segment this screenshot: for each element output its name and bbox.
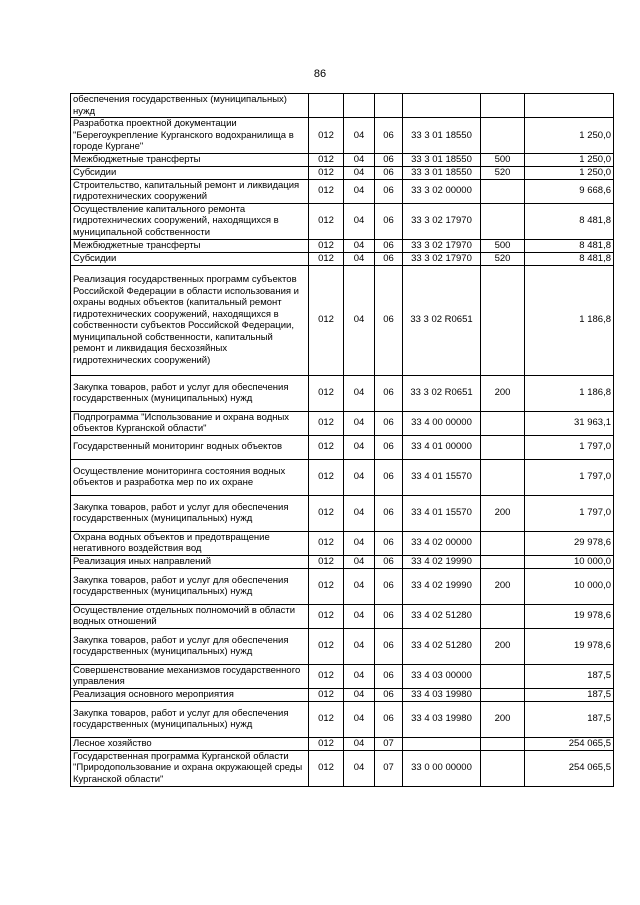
table-row <box>71 495 614 531</box>
cell-vr: 500 <box>481 153 525 166</box>
cell-ved: 012 <box>309 737 344 750</box>
cell-sum: 29 978,6 <box>525 531 614 555</box>
cell-csr: 33 3 01 18550 <box>403 166 481 179</box>
cell-pr: 06 <box>375 531 403 555</box>
cell-csr: 33 0 00 00000 <box>403 750 481 786</box>
cell-vr <box>481 411 525 435</box>
cell-pr: 06 <box>375 166 403 179</box>
table-row <box>71 252 614 265</box>
cell-name: Государственная программа Курганской области "Природопользование и охрана окружающей среды Курганской области" <box>71 750 309 786</box>
cell-csr: 33 3 01 18550 <box>403 153 481 166</box>
table-row <box>71 118 614 154</box>
cell-ved: 012 <box>309 701 344 737</box>
cell-name: Осуществление капитального ремонта гидротехнических сооружений, находящихся в муниципальной собственности <box>71 203 309 239</box>
cell-name: Совершенствование механизмов государственного управления <box>71 664 309 688</box>
table-row <box>71 701 614 737</box>
cell-pr: 06 <box>375 179 403 203</box>
cell-name: Разработка проектной документации "Берегоукрепление Курганского водохранилища в городе Кургане" <box>71 118 309 154</box>
cell-ved: 012 <box>309 179 344 203</box>
cell-pr: 06 <box>375 701 403 737</box>
cell-name: Закупка товаров, работ и услуг для обеспечения государственных (муниципальных) нужд <box>71 375 309 411</box>
cell-rz: 04 <box>344 375 375 411</box>
cell-sum: 1 186,8 <box>525 265 614 375</box>
cell-rz: 04 <box>344 459 375 495</box>
cell-csr: 33 3 01 18550 <box>403 118 481 154</box>
cell-vr: 520 <box>481 252 525 265</box>
cell-vr: 200 <box>481 628 525 664</box>
cell-csr: 33 3 02 R0651 <box>403 265 481 375</box>
cell-name: обеспечения государственных (муниципальных) нужд <box>71 94 309 118</box>
cell-ved: 012 <box>309 265 344 375</box>
table-row <box>71 628 614 664</box>
cell-name: Реализация иных направлений <box>71 555 309 568</box>
cell-csr: 33 4 00 00000 <box>403 411 481 435</box>
cell-name: Реализация государственных программ субъектов Российской Федерации в области использования и охраны водных объектов (капитальный ремонт гидротехнических сооружений, находящихся в собственности субъектов Российской Федерации, муниципальной собственности, капитальный ремонт и ликвидация бесхозяйных гидротехнических сооружений) <box>71 265 309 375</box>
cell-rz: 04 <box>344 628 375 664</box>
table-row <box>71 737 614 750</box>
cell-rz: 04 <box>344 604 375 628</box>
cell-ved: 012 <box>309 153 344 166</box>
cell-pr: 06 <box>375 604 403 628</box>
cell-ved: 012 <box>309 750 344 786</box>
cell-vr: 200 <box>481 701 525 737</box>
cell-csr: 33 4 03 19980 <box>403 701 481 737</box>
cell-sum: 1 797,0 <box>525 495 614 531</box>
cell-rz: 04 <box>344 239 375 252</box>
cell-name: Строительство, капитальный ремонт и ликвидация гидротехнических сооружений <box>71 179 309 203</box>
table-row <box>71 568 614 604</box>
table-row <box>71 555 614 568</box>
cell-name: Закупка товаров, работ и услуг для обеспечения государственных (муниципальных) нужд <box>71 495 309 531</box>
page-number: 86 <box>313 68 327 80</box>
cell-csr: 33 4 01 15570 <box>403 459 481 495</box>
cell-pr: 06 <box>375 203 403 239</box>
cell-rz: 04 <box>344 118 375 154</box>
table-row <box>71 179 614 203</box>
cell-csr: 33 4 03 19980 <box>403 688 481 701</box>
cell-ved: 012 <box>309 459 344 495</box>
cell-rz: 04 <box>344 166 375 179</box>
table-row <box>71 265 614 375</box>
cell-name: Охрана водных объектов и предотвращение негативного воздействия вод <box>71 531 309 555</box>
cell-sum: 1 186,8 <box>525 375 614 411</box>
table-row <box>71 153 614 166</box>
cell-pr: 06 <box>375 568 403 604</box>
cell-vr <box>481 750 525 786</box>
cell-pr: 06 <box>375 459 403 495</box>
cell-ved: 012 <box>309 495 344 531</box>
cell-sum: 187,5 <box>525 701 614 737</box>
cell-vr <box>481 688 525 701</box>
cell-vr: 520 <box>481 166 525 179</box>
cell-pr <box>375 94 403 118</box>
cell-sum: 1 250,0 <box>525 118 614 154</box>
cell-csr: 33 3 02 17970 <box>403 203 481 239</box>
cell-vr <box>481 203 525 239</box>
cell-csr: 33 3 02 00000 <box>403 179 481 203</box>
cell-ved: 012 <box>309 628 344 664</box>
cell-rz: 04 <box>344 688 375 701</box>
cell-vr <box>481 265 525 375</box>
cell-csr <box>403 737 481 750</box>
cell-vr <box>481 555 525 568</box>
cell-rz: 04 <box>344 495 375 531</box>
cell-rz: 04 <box>344 568 375 604</box>
table-row <box>71 435 614 459</box>
cell-pr: 06 <box>375 153 403 166</box>
cell-sum: 19 978,6 <box>525 628 614 664</box>
cell-ved: 012 <box>309 375 344 411</box>
table-row <box>71 688 614 701</box>
cell-ved: 012 <box>309 118 344 154</box>
cell-pr: 06 <box>375 495 403 531</box>
cell-pr: 06 <box>375 664 403 688</box>
cell-ved: 012 <box>309 664 344 688</box>
cell-rz: 04 <box>344 179 375 203</box>
table-row <box>71 203 614 239</box>
cell-sum: 19 978,6 <box>525 604 614 628</box>
cell-pr: 07 <box>375 750 403 786</box>
cell-ved: 012 <box>309 435 344 459</box>
cell-name: Субсидии <box>71 166 309 179</box>
cell-rz: 04 <box>344 265 375 375</box>
table-row <box>71 604 614 628</box>
cell-sum: 8 481,8 <box>525 239 614 252</box>
cell-sum: 187,5 <box>525 688 614 701</box>
cell-name: Реализация основного мероприятия <box>71 688 309 701</box>
cell-rz: 04 <box>344 411 375 435</box>
cell-ved: 012 <box>309 531 344 555</box>
cell-csr <box>403 94 481 118</box>
cell-pr: 06 <box>375 265 403 375</box>
table-row <box>71 166 614 179</box>
cell-sum: 10 000,0 <box>525 568 614 604</box>
cell-name: Лесное хозяйство <box>71 737 309 750</box>
cell-vr <box>481 737 525 750</box>
cell-name: Закупка товаров, работ и услуг для обеспечения государственных (муниципальных) нужд <box>71 701 309 737</box>
cell-ved: 012 <box>309 239 344 252</box>
cell-name: Осуществление отдельных полномочий в области водных отношений <box>71 604 309 628</box>
cell-vr <box>481 531 525 555</box>
cell-sum: 8 481,8 <box>525 203 614 239</box>
cell-vr <box>481 179 525 203</box>
cell-name: Подпрограмма "Использование и охрана водных объектов Курганской области" <box>71 411 309 435</box>
cell-name: Государственный мониторинг водных объектов <box>71 435 309 459</box>
cell-csr: 33 4 02 51280 <box>403 604 481 628</box>
table-row <box>71 239 614 252</box>
cell-csr: 33 3 02 R0651 <box>403 375 481 411</box>
cell-name: Закупка товаров, работ и услуг для обеспечения государственных (муниципальных) нужд <box>71 628 309 664</box>
cell-name: Субсидии <box>71 252 309 265</box>
cell-sum: 1 797,0 <box>525 459 614 495</box>
cell-csr: 33 3 02 17970 <box>403 252 481 265</box>
cell-sum: 187,5 <box>525 664 614 688</box>
cell-pr: 06 <box>375 435 403 459</box>
cell-sum: 1 250,0 <box>525 153 614 166</box>
cell-rz: 04 <box>344 435 375 459</box>
cell-csr: 33 4 02 19990 <box>403 555 481 568</box>
cell-pr: 06 <box>375 239 403 252</box>
cell-rz: 04 <box>344 701 375 737</box>
cell-sum <box>525 94 614 118</box>
cell-sum: 254 065,5 <box>525 737 614 750</box>
cell-csr: 33 4 02 00000 <box>403 531 481 555</box>
cell-sum: 1 797,0 <box>525 435 614 459</box>
table-row <box>71 531 614 555</box>
cell-ved: 012 <box>309 555 344 568</box>
cell-pr: 06 <box>375 411 403 435</box>
cell-csr: 33 3 02 17970 <box>403 239 481 252</box>
cell-pr: 06 <box>375 688 403 701</box>
cell-vr: 200 <box>481 375 525 411</box>
table-row <box>71 459 614 495</box>
table-row <box>71 375 614 411</box>
cell-vr <box>481 435 525 459</box>
budget-table <box>70 93 614 787</box>
cell-rz: 04 <box>344 252 375 265</box>
cell-rz <box>344 94 375 118</box>
cell-sum: 254 065,5 <box>525 750 614 786</box>
cell-ved: 012 <box>309 252 344 265</box>
cell-sum: 9 668,6 <box>525 179 614 203</box>
cell-vr: 200 <box>481 495 525 531</box>
cell-pr: 06 <box>375 118 403 154</box>
cell-name: Осуществление мониторинга состояния водных объектов и разработка мер по их охране <box>71 459 309 495</box>
cell-vr: 200 <box>481 568 525 604</box>
cell-sum: 10 000,0 <box>525 555 614 568</box>
cell-name: Межбюджетные трансферты <box>71 153 309 166</box>
cell-rz: 04 <box>344 531 375 555</box>
table-row <box>71 664 614 688</box>
cell-pr: 06 <box>375 555 403 568</box>
cell-pr: 06 <box>375 375 403 411</box>
cell-rz: 04 <box>344 737 375 750</box>
cell-rz: 04 <box>344 664 375 688</box>
cell-ved: 012 <box>309 166 344 179</box>
table-row <box>71 94 614 118</box>
cell-ved <box>309 94 344 118</box>
cell-pr: 07 <box>375 737 403 750</box>
table-row <box>71 750 614 786</box>
cell-ved: 012 <box>309 203 344 239</box>
cell-name: Закупка товаров, работ и услуг для обеспечения государственных (муниципальных) нужд <box>71 568 309 604</box>
cell-name: Межбюджетные трансферты <box>71 239 309 252</box>
cell-csr: 33 4 01 00000 <box>403 435 481 459</box>
cell-sum: 31 963,1 <box>525 411 614 435</box>
cell-ved: 012 <box>309 568 344 604</box>
table-row <box>71 411 614 435</box>
cell-rz: 04 <box>344 555 375 568</box>
cell-rz: 04 <box>344 750 375 786</box>
cell-pr: 06 <box>375 628 403 664</box>
cell-csr: 33 4 01 15570 <box>403 495 481 531</box>
cell-csr: 33 4 03 00000 <box>403 664 481 688</box>
cell-sum: 1 250,0 <box>525 166 614 179</box>
cell-ved: 012 <box>309 604 344 628</box>
cell-sum: 8 481,8 <box>525 252 614 265</box>
cell-vr: 500 <box>481 239 525 252</box>
cell-rz: 04 <box>344 153 375 166</box>
cell-rz: 04 <box>344 203 375 239</box>
cell-ved: 012 <box>309 411 344 435</box>
cell-csr: 33 4 02 51280 <box>403 628 481 664</box>
cell-vr <box>481 118 525 154</box>
cell-vr <box>481 664 525 688</box>
cell-vr <box>481 604 525 628</box>
cell-csr: 33 4 02 19990 <box>403 568 481 604</box>
cell-ved: 012 <box>309 688 344 701</box>
cell-vr <box>481 94 525 118</box>
cell-vr <box>481 459 525 495</box>
cell-pr: 06 <box>375 252 403 265</box>
